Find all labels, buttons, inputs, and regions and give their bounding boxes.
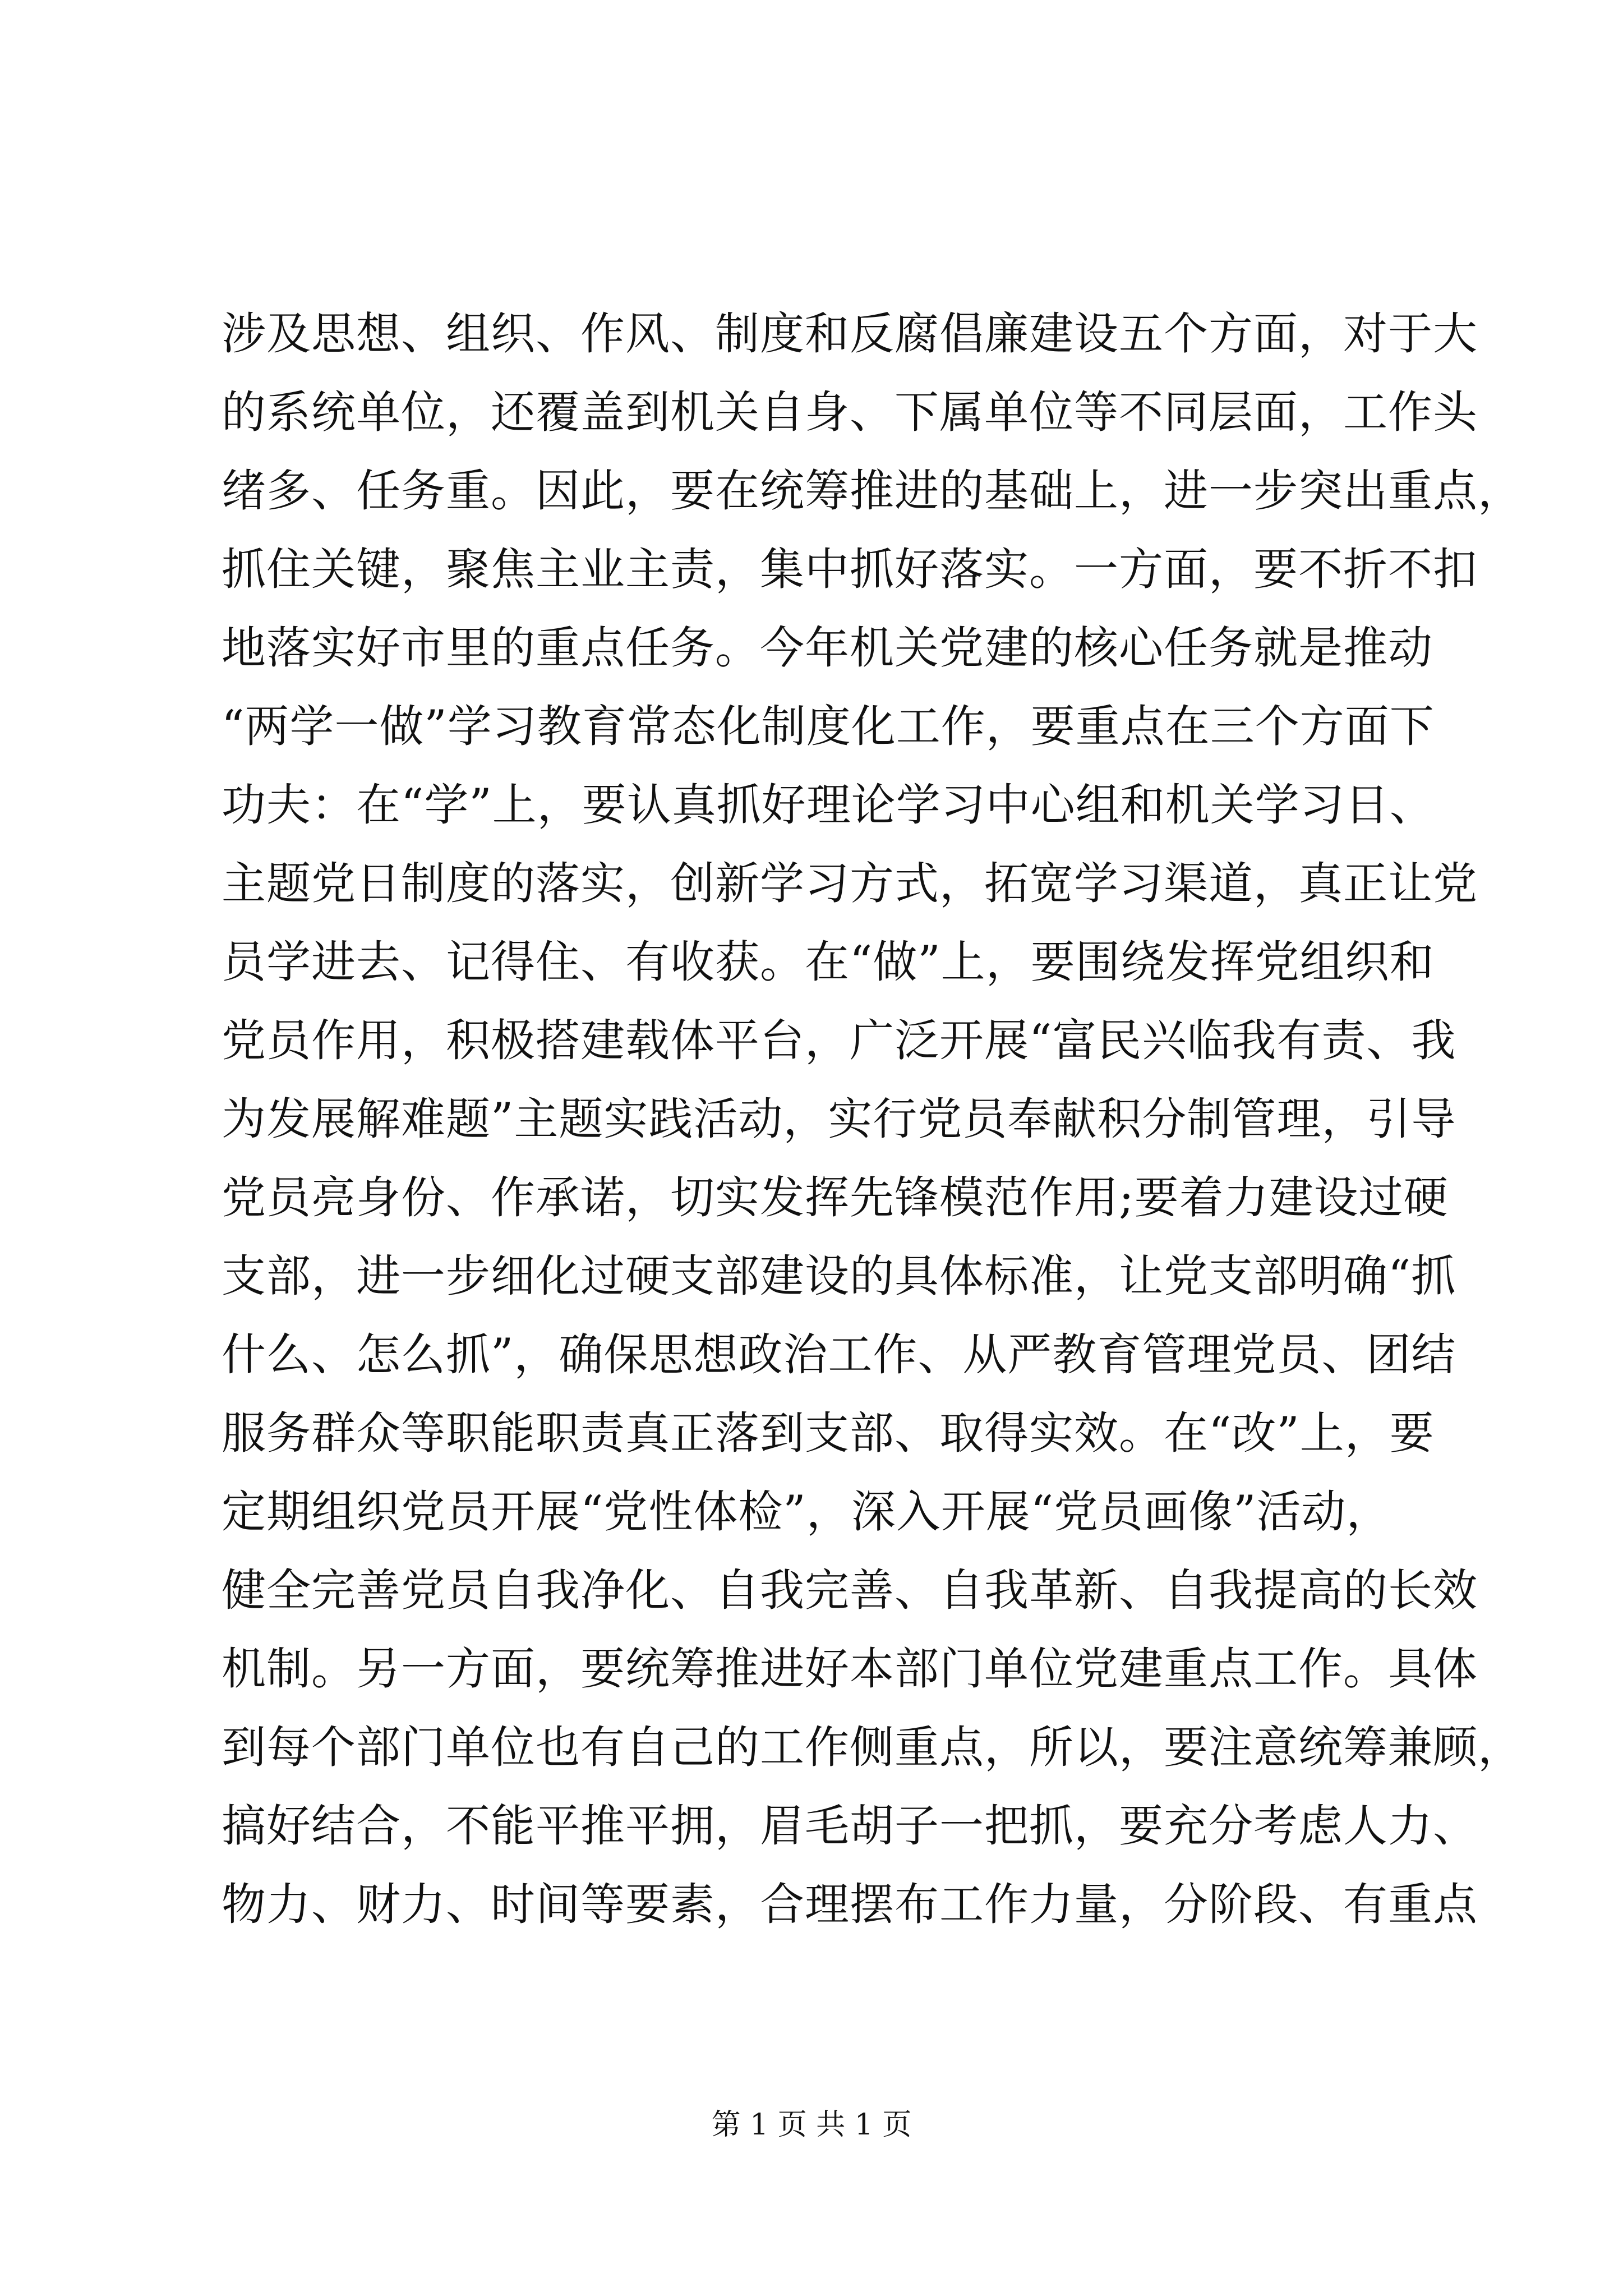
text-line-7: 功夫：在“学”上，要认真抓好理论学习中心组和机关学习日、	[222, 779, 1435, 831]
text-line-2: 的系统单位，还覆盖到机关自身、下属单位等不同层面，工作头	[222, 386, 1478, 438]
text-line-12: 党员亮身份、作承诺，切实发挥先锋模范作用;要着力建设过硬	[222, 1172, 1449, 1223]
text-line-13: 支部，进一步细化过硬支部建设的具体标准，让党支部明确“抓	[222, 1250, 1456, 1302]
body-text	[222, 295, 1523, 1944]
text-line-20: 搞好结合，不能平推平拥，眉毛胡子一把抓，要充分考虑人力、	[222, 1800, 1478, 1852]
text-line-21: 物力、财力、时间等要素，合理摆布工作力量，分阶段、有重点	[222, 1879, 1478, 1930]
text-line-16: 定期组织党员开展“党性体检”，深入开展“党员画像”活动，	[222, 1486, 1391, 1538]
text-line-6: “两学一做”学习教育常态化制度化工作，要重点在三个方面下	[222, 701, 1435, 752]
page-number-label: 第 1 页 共 1 页	[711, 2108, 912, 2142]
page-footer	[0, 2101, 1623, 2143]
text-line-5: 地落实好市里的重点任务。今年机关党建的核心任务就是推动	[222, 622, 1433, 674]
text-line-3: 绪多、任务重。因此，要在统筹推进的基础上，进一步突出重点，	[222, 465, 1523, 517]
text-line-19: 到每个部门单位也有自己的工作侧重点，所以，要注意统筹兼顾，	[222, 1722, 1523, 1773]
text-line-18: 机制。另一方面，要统筹推进好本部门单位党建重点工作。具体	[222, 1643, 1478, 1695]
text-line-10: 党员作用，积极搭建载体平台，广泛开展“富民兴临我有责、我	[222, 1015, 1456, 1066]
text-line-17: 健全完善党员自我净化、自我完善、自我革新、自我提高的长效	[222, 1565, 1478, 1616]
text-line-1: 涉及思想、组织、作风、制度和反腐倡廉建设五个方面，对于大	[222, 308, 1478, 360]
text-line-11: 为发展解难题”主题实践活动，实行党员奉献积分制管理，引导	[222, 1093, 1456, 1145]
text-line-9: 员学进去、记得住、有收获。在“做”上，要围绕发挥党组织和	[222, 936, 1435, 988]
text-line-4: 抓住关键，聚焦主业主责，集中抓好落实。一方面，要不折不扣	[222, 544, 1478, 595]
text-line-8: 主题党日制度的落实，创新学习方式，拓宽学习渠道，真正让党	[222, 858, 1478, 909]
text-line-14: 什么、怎么抓”，确保思想政治工作、从严教育管理党员、团结	[222, 1329, 1456, 1381]
text-line-15: 服务群众等职能职责真正落到支部、取得实效。在“改”上，要	[222, 1407, 1435, 1459]
